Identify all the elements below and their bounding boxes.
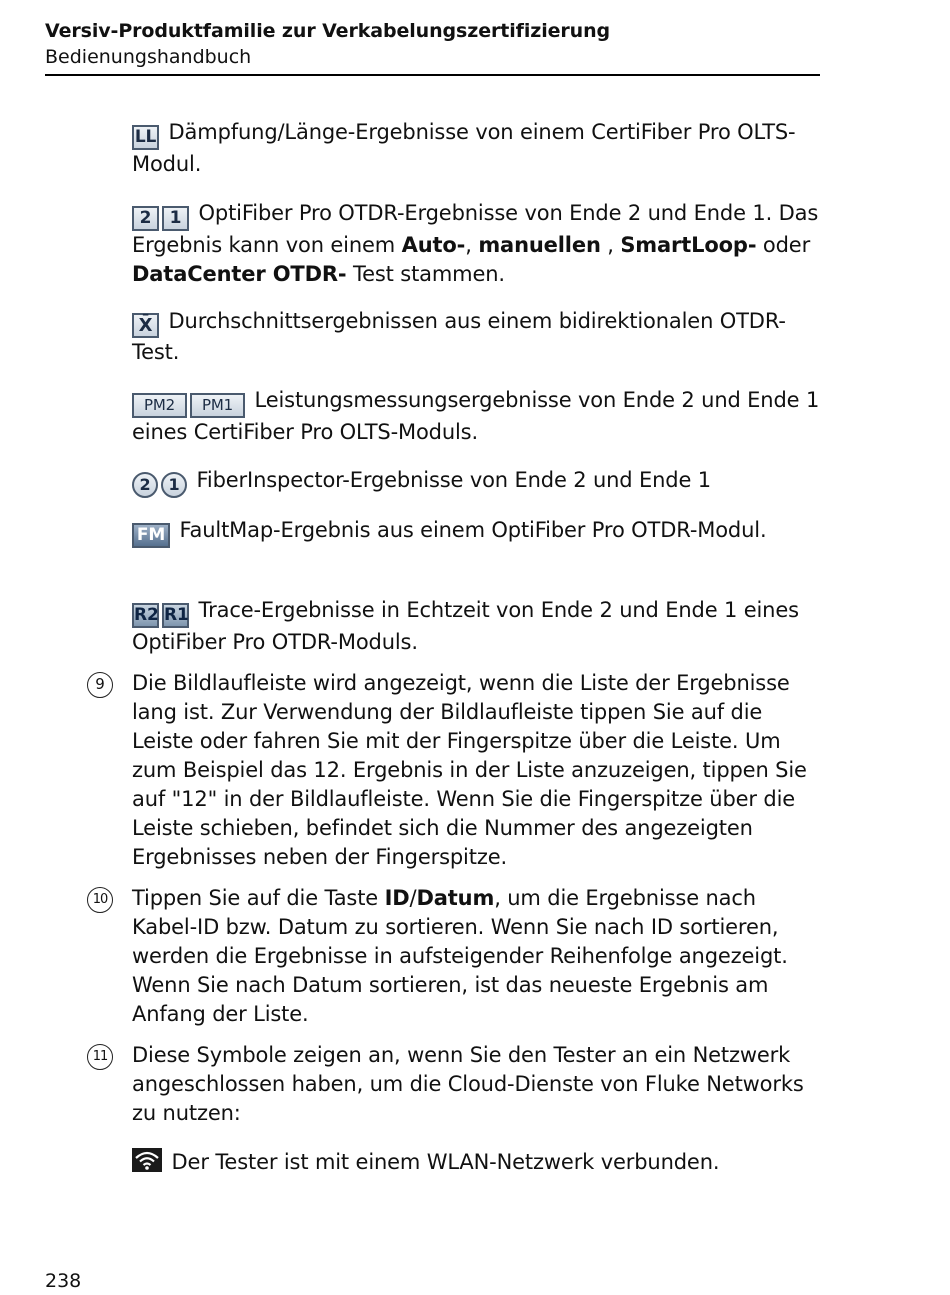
item-otdr-sep2: , <box>600 233 621 257</box>
item-avg-text: Durchschnittsergebnissen aus einem bidirektionalen OTDR-Test. <box>132 309 786 364</box>
average-icon: X̄ <box>132 313 159 338</box>
pm1-icon: PM1 <box>190 393 245 418</box>
header-rule <box>45 74 820 76</box>
item-otdr-sep3: oder <box>756 233 811 257</box>
item-otdr-bold-smartloop: SmartLoop- <box>620 233 757 257</box>
item-otdr-sep1: , <box>465 233 479 257</box>
item-otdr-text-a: OptiFiber Pro OTDR-Ergebnisse von Ende 2 und Ende 1. Das Ergebnis kann von einem <box>132 201 819 257</box>
callout-10-text <box>132 884 822 1029</box>
item-fm <box>132 516 822 548</box>
item-trace <box>132 596 822 657</box>
item-otdr-bold-manuell: manuellen <box>478 233 601 257</box>
callout-10-datum: Datum <box>416 886 495 910</box>
item-ll-text: Dämpfung/Länge-Ergebnisse von einem CertiFiber Pro OLTS-Modul. <box>132 120 796 176</box>
callout-10: 10 <box>87 887 113 913</box>
item-otdr <box>132 199 822 289</box>
wifi-icon <box>132 1148 162 1172</box>
item-fm-text: FaultMap-Ergebnis aus einem OptiFiber Pro OTDR-Modul. <box>173 518 767 542</box>
callout-10-slash: / <box>409 886 417 910</box>
callout-10-id: ID <box>384 886 410 910</box>
faultmap-icon: FM <box>132 523 170 548</box>
pm2-icon: PM2 <box>132 393 187 418</box>
callout-10-pre: Tippen Sie auf die Taste <box>132 886 385 910</box>
document-title: Versiv-Produktfamilie zur Verkabelungszertifizierung <box>45 20 611 42</box>
fi-end1-icon: 1 <box>161 472 187 498</box>
item-trace-text: Trace-Ergebnisse in Echtzeit von Ende 2 und Ende 1 eines OptiFiber Pro OTDR-Moduls. <box>132 598 799 654</box>
item-fi-text: FiberInspector-Ergebnisse von Ende 2 und Ende 1 <box>190 468 711 492</box>
item-otdr-bold-datacenter: DataCenter OTDR- <box>132 262 347 286</box>
item-wifi-text: Der Tester ist mit einem WLAN-Netzwerk verbunden. <box>165 1150 720 1174</box>
page-number: 238 <box>45 1270 82 1292</box>
fi-end2-icon: 2 <box>132 472 158 498</box>
end2-icon: 2 <box>132 206 159 231</box>
callout-10-post: , um die Ergebnisse nach Kabel-ID bzw. Datum zu sortieren. Wenn Sie nach ID sortieren, werden die Ergebnisse in aufsteigender Reihenfolge angezeigt. Wenn Sie nach Datum sortieren, ist das neueste Ergebnis am Anfang der Liste. <box>132 886 788 1026</box>
callout-9-text: Die Bildlaufleiste wird angezeigt, wenn die Liste der Ergebnisse lang ist. Zur Verwendung der Bildlaufleiste tippen Sie auf die Leiste oder fahren Sie mit der Fingerspitze über die Leiste. Um zum Beispiel das 12. Ergebnis in der Liste anzuzeigen, tippen Sie auf "12" in der Bildlaufleiste. Wenn Sie die Fingerspitze über die Leiste schieben, befindet sich die Nummer des angezeigten Ergebnisses neben der Fingerspitze. <box>132 671 807 869</box>
item-avg <box>132 307 822 367</box>
item-pm <box>132 386 822 447</box>
item-wifi <box>132 1148 822 1177</box>
item-otdr-bold-auto: Auto- <box>401 233 466 257</box>
item-otdr-end: Test stammen. <box>346 262 505 286</box>
callout-9: 9 <box>87 672 113 698</box>
item-ll <box>132 118 822 179</box>
callout-11: 11 <box>87 1044 113 1070</box>
r2-icon: R2 <box>132 603 159 628</box>
r1-icon: R1 <box>162 603 189 628</box>
item-fi <box>132 466 822 498</box>
ll-icon: LL <box>132 125 159 150</box>
page-header <box>45 18 820 70</box>
item-pm-text: Leistungsmessungsergebnisse von Ende 2 und Ende 1 eines CertiFiber Pro OLTS-Moduls. <box>132 388 820 444</box>
callout-11-text: Diese Symbole zeigen an, wenn Sie den Tester an ein Netzwerk angeschlossen haben, um die Cloud-Dienste von Fluke Networks zu nutzen: <box>132 1043 804 1125</box>
end1-icon: 1 <box>162 206 189 231</box>
document-subtitle: Bedienungshandbuch <box>45 46 252 68</box>
